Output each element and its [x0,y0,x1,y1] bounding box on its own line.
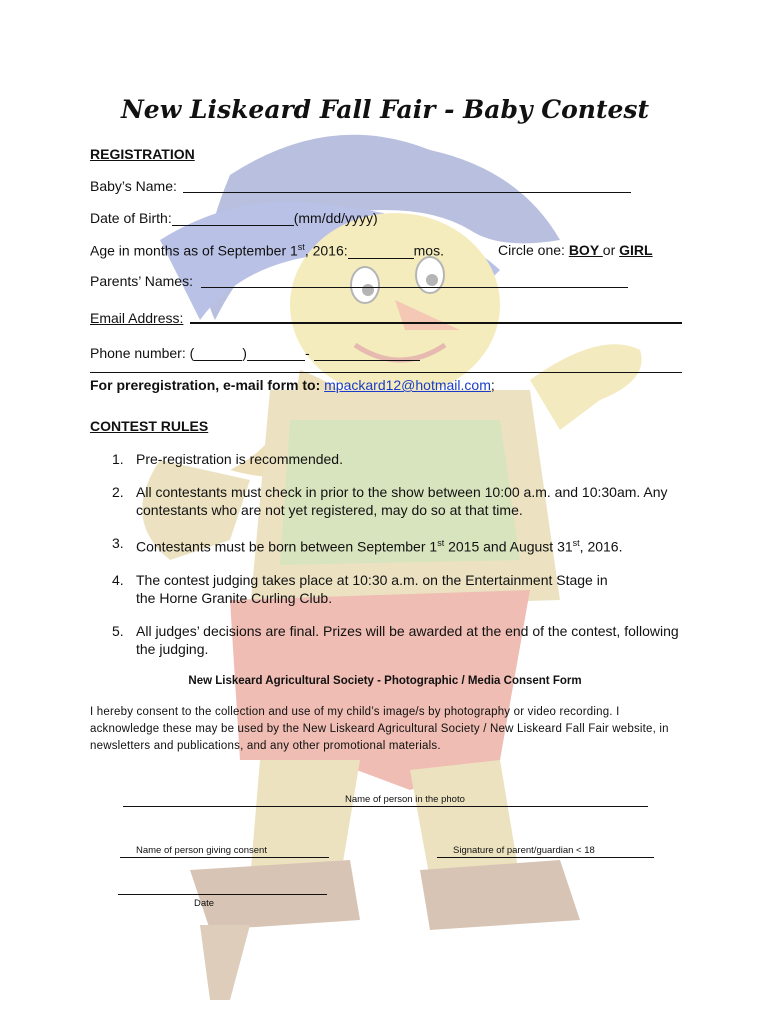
phone-row [90,345,420,361]
parents-names-field[interactable] [201,287,628,288]
age-unit: mos. [413,242,444,259]
phone-open: ( [189,345,195,361]
signature-label: Signature of parent/guardian < 18 [453,845,595,856]
name-giving-consent-field[interactable] [120,857,329,858]
date-label: Date [194,898,215,909]
phone-close: ) [242,345,247,361]
rule-number: 1. [112,451,124,467]
parents-label: Parents’ Names: [90,273,193,289]
email-label: Email Address: [90,310,184,326]
baby-name-label: Baby’s Name: [90,178,177,194]
consent-body: I hereby consent to the collection and use of my child’s image/s by photography or video recording. I acknowledge these may be used by the New Liskeard Agricultural Society / New Liskeard Fall Fair website, in newsletters and publications, and any other promotional materials. [90,706,669,752]
phone-dash: - [304,345,310,361]
age-row [90,242,444,259]
email-field[interactable] [190,322,682,324]
rule-text: All judges’ decisions are final. Prizes will be awarded at the end of the contest, following the judging. [136,622,679,657]
or-text: or [602,242,616,258]
dob-label: Date of Birth: [90,210,172,226]
rule-text-mid: 2015 and August 31 [444,538,573,555]
dob-format: (mm/dd/yyyy) [293,210,378,226]
rule-number: 3. [112,535,124,551]
date-field[interactable] [118,894,327,895]
rule-item [90,571,690,607]
rules-list [90,450,690,658]
phone-area-field[interactable] [194,346,242,361]
age-label-post: , 2016: [304,242,348,259]
dob-row [90,210,378,226]
rule-text-pre: Contestants must be born between September 1 [136,538,438,555]
rule-sup: st [572,538,580,548]
rules-heading: CONTEST RULES [90,418,209,434]
rule-item [90,450,690,468]
prereg-end: ; [490,377,495,393]
name-in-photo-field[interactable] [123,806,648,807]
age-months-field[interactable] [348,244,414,259]
rule-item [90,534,690,556]
rule-sup: st [437,538,445,548]
rule-number: 5. [112,622,124,639]
section-divider [90,372,682,373]
rule-text: Pre-registration is recommended. [136,451,343,467]
rule-text: All contestants must check in prior to the show between 10:00 a.m. and 10:30am. Any contestants who are not yet registered, may do so at that time. [136,484,668,518]
age-sup: st [297,242,305,252]
rule-number: 4. [112,571,124,588]
consent-title: New Liskeard Agricultural Society - Photographic / Media Consent Form [188,675,582,687]
gender-row [498,242,653,258]
rule-text-post: , 2016. [579,538,623,555]
baby-name-field[interactable] [183,192,631,193]
dob-field[interactable] [172,211,294,226]
prereg-label: For preregistration, e-mail form to: [90,377,321,393]
page-title: New Liskeard Fall Fair - Baby Contest [120,95,650,124]
girl-option[interactable]: GIRL [619,242,653,258]
phone-prefix-field[interactable] [247,346,305,361]
circle-label: Circle one: [498,242,565,258]
phone-line-field[interactable] [314,346,420,361]
prereg-email-link[interactable]: mpackard12@hotmail.com [324,377,491,393]
signature-field[interactable] [437,857,654,858]
registration-heading: REGISTRATION [90,146,195,162]
name-giving-consent-label: Name of person giving consent [136,845,267,856]
phone-label: Phone number: [90,345,186,361]
age-label-pre: Age in months as of September 1 [90,242,298,259]
rule-item [90,483,690,519]
name-in-photo-label: Name of person in the photo [345,794,465,805]
rule-text: The contest judging takes place at 10:30 a.m. on the Entertainment Stage in the Horne Granite Curling Club. [136,571,608,606]
prereg-row [90,377,495,393]
boy-option[interactable]: BOY [568,242,603,258]
rule-number: 2. [112,484,124,500]
rule-item [90,622,690,658]
